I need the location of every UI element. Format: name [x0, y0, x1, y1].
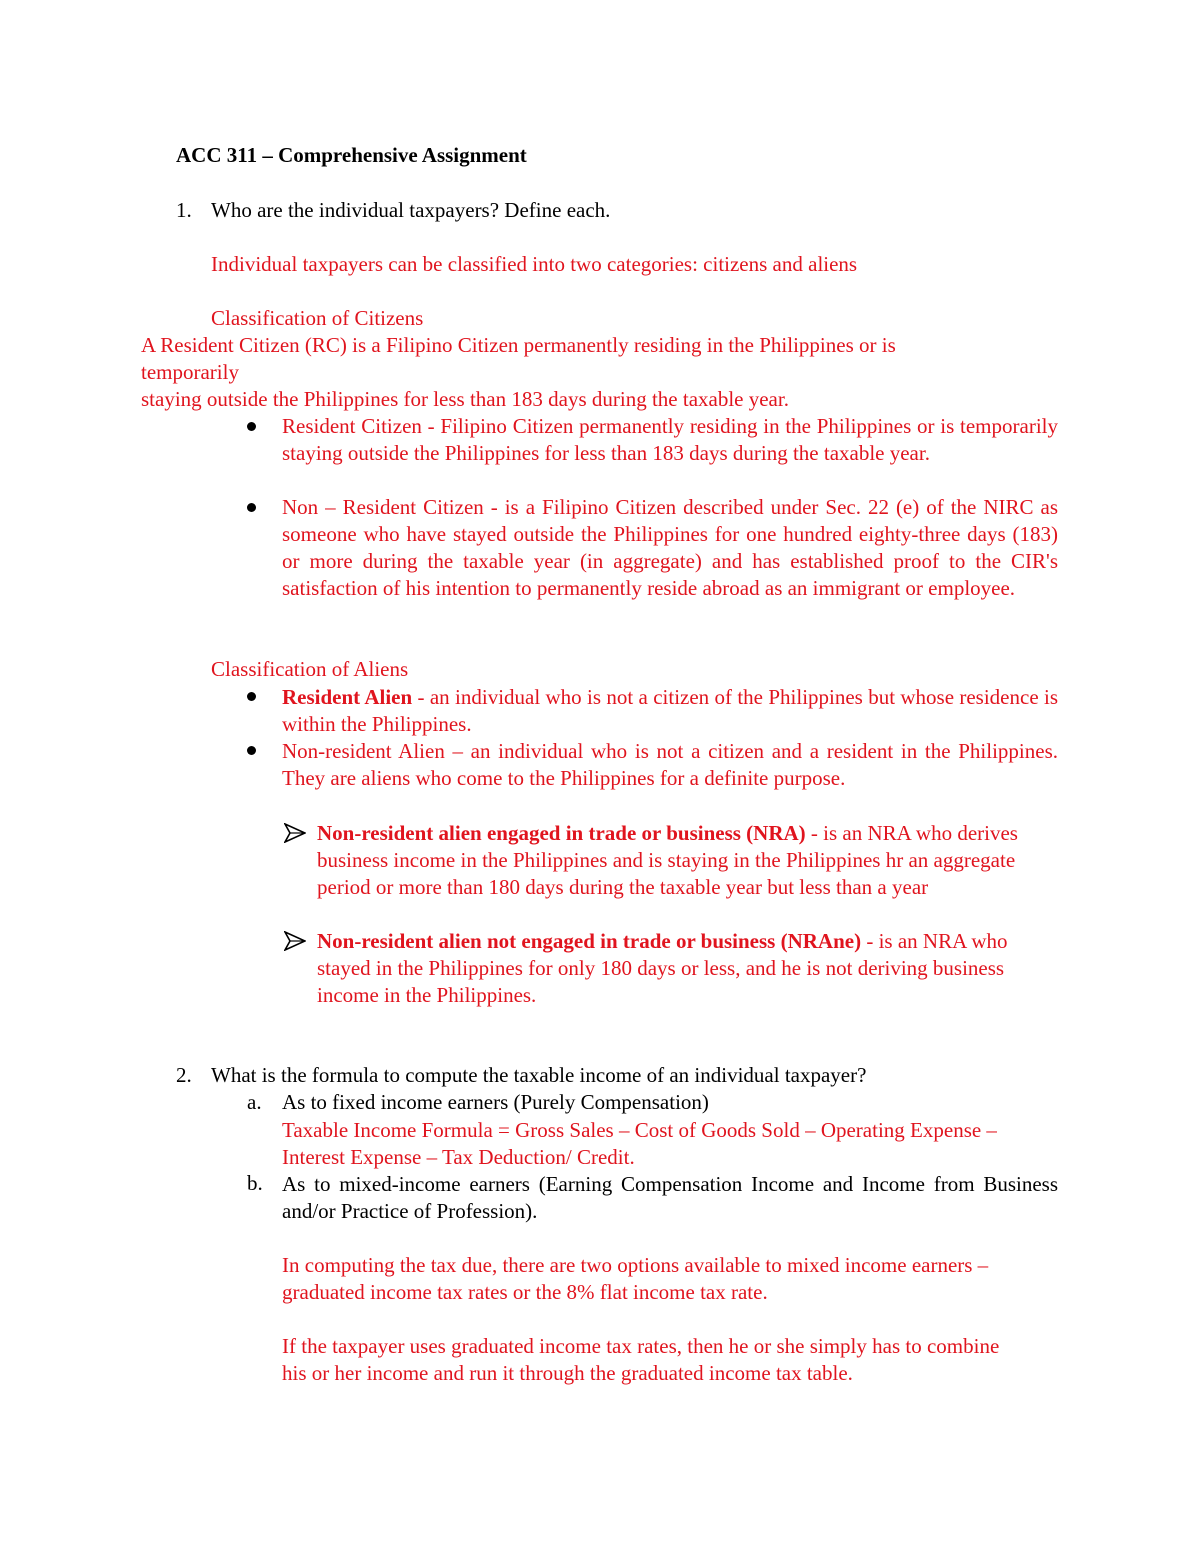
q2-a-answer: Taxable Income Formula = Gross Sales – Cost of Goods Sold – Operating Expense – Interest Expense – Tax Deduction/ Credit. — [282, 1118, 997, 1169]
aliens-heading: Classification of Aliens — [211, 657, 409, 681]
sub-text-nra: - is an NRA who derives business income in the Philippines and is staying in the Philippines hr an aggregate period or more than 180 days during the taxable year but less than a year — [317, 821, 1018, 899]
alien-item-resident — [282, 684, 1058, 738]
arrow-bullet-icon — [284, 823, 306, 843]
bullet-icon — [247, 692, 256, 701]
q2-a-label: a. — [247, 1090, 262, 1114]
rc-definition-line2: temporarily — [141, 360, 239, 384]
citizens-heading: Classification of Citizens — [211, 306, 424, 330]
bullet-icon — [247, 422, 256, 431]
sub-item-nra — [317, 820, 1057, 901]
question-2-text: What is the formula to compute the taxable income of an individual taxpayer? — [211, 1063, 867, 1087]
alien-item-nonresident: Non-resident Alien – an individual who is not a citizen and a resident in the Philippines. They are aliens who come to the Philippines for a definite purpose. — [282, 739, 1058, 790]
bullet-icon — [247, 746, 256, 755]
q2-b-label: b. — [247, 1171, 263, 1195]
alien-text-resident: - an individual who is not a citizen of the Philippines but whose residence is within the Philippines. — [282, 685, 1058, 736]
rc-definition-line3: staying outside the Philippines for less than 183 days during the taxable year. — [141, 387, 789, 411]
alien-term-resident: Resident Alien — [282, 685, 413, 709]
q2-b-answer-p2: If the taxpayer uses graduated income tax rates, then he or she simply has to combine his or her income and run it through the graduated income tax table. — [282, 1334, 1000, 1385]
arrow-bullet-icon — [284, 931, 306, 951]
bullet-icon — [247, 503, 256, 512]
sub-term-nra: Non-resident alien engaged in trade or business (NRA) — [317, 821, 806, 845]
q1-intro: Individual taxpayers can be classified into two categories: citizens and aliens — [211, 252, 858, 276]
sub-text-nrane: - is an NRA who stayed in the Philippines for only 180 days or less, and he is not deriving business income in the Philippines. — [317, 929, 1008, 1007]
page-title: ACC 311 – Comprehensive Assignment — [176, 143, 527, 167]
citizen-item-nonresident: Non – Resident Citizen - is a Filipino Citizen described under Sec. 22 (e) of the NIRC as someone who have stayed outside the Philippines for one hundred eighty-three days (183) or more during the taxable year (in aggregate) and has established proof to the CIR's satisfaction of his intention to permanently reside abroad as an immigrant or employee. — [282, 495, 1058, 600]
sub-term-nrane: Non-resident alien not engaged in trade or business (NRAne) — [317, 929, 862, 953]
q2-a-text: As to fixed income earners (Purely Compensation) — [282, 1090, 709, 1114]
sub-item-nrane — [317, 928, 1057, 1009]
q2-b-answer-p1: In computing the tax due, there are two options available to mixed income earners – graduated income tax rates or the 8% flat income tax rate. — [282, 1253, 989, 1304]
citizen-item-resident: Resident Citizen - Filipino Citizen permanently residing in the Philippines or is temporarily staying outside the Philippines for less than 183 days during the taxable year. — [282, 414, 1058, 465]
question-2-number: 2. — [176, 1063, 192, 1087]
question-1-number: 1. — [176, 198, 192, 222]
question-1-text: Who are the individual taxpayers? Define each. — [211, 198, 611, 222]
rc-definition-line1: A Resident Citizen (RC) is a Filipino Citizen permanently residing in the Philippines or is — [141, 333, 896, 357]
q2-b-text: As to mixed-income earners (Earning Compensation Income and Income from Business and/or Practice of Profession). — [282, 1172, 1058, 1223]
